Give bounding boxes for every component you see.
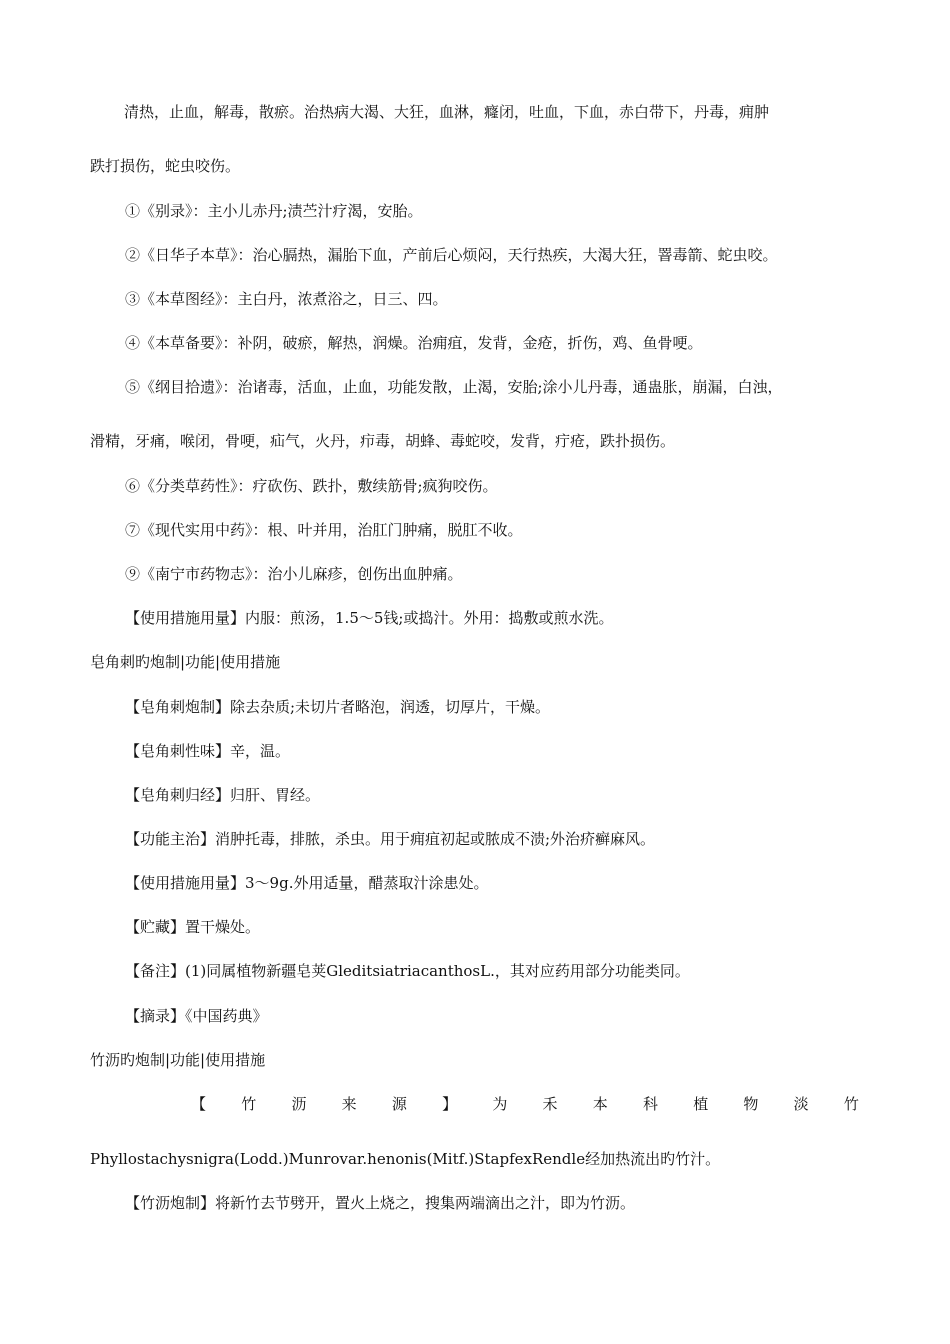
- citation-line: ⑤《纲目拾遗》：治诸毒，活血，止血，功能发散，止渴，安胎;涂小儿丹毒，通蛊胀，崩漏，白浊，: [125, 378, 783, 396]
- spread-char: 】: [442, 1095, 458, 1113]
- property-line: 【使用措施用量】3～9g.外用适量，醋蒸取汁涂患处。: [125, 874, 489, 892]
- spread-char: 【: [191, 1095, 207, 1113]
- citation-line: ①《别录》：主小儿赤丹;渍苎汁疗渴，安胎。: [125, 202, 423, 220]
- property-line: 【摘录】《中国药典》: [125, 1007, 268, 1025]
- spread-char: 源: [391, 1095, 407, 1113]
- property-line: 【备注】(1)同属植物新疆皂荚GleditsiatriacanthosL.，其对应药用部分功能类同。: [125, 962, 690, 980]
- paragraph-line: 滑精，牙痛，喉闭，骨哽，疝气，火丹，疖毒，胡蜂、毒蛇咬，发背，疔疮，跌扑损伤。: [90, 432, 676, 450]
- citation-line: ⑦《现代实用中药》：根、叶并用，治肛门肿痛，脱肛不收。: [125, 521, 523, 539]
- citation-line: ⑨《南宁市药物志》：治小儿麻疹，创伤出血肿痛。: [125, 565, 463, 583]
- spread-char: 科: [642, 1095, 658, 1113]
- citation-line: ④《本草备要》：补阴，破瘀，解热，润燥。治痈疽，发背，金疮，折伤，鸡、鱼骨哽。: [125, 334, 703, 352]
- property-line: 【皂角刺归经】归肝、胃经。: [125, 786, 321, 804]
- citation-line: ③《本草图经》：主白丹，浓煮浴之，日三、四。: [125, 290, 448, 308]
- spread-char: 本: [592, 1095, 608, 1113]
- spread-char: 植: [693, 1095, 709, 1113]
- spread-char: 物: [743, 1095, 759, 1113]
- property-line: 【皂角刺炮制】除去杂质;未切片者略泡，润透，切厚片，干燥。: [125, 698, 551, 716]
- paragraph-line: 清热，止血，解毒，散瘀。治热病大渴、大狂，血淋，癃闭，吐血，下血，赤白带下，丹毒，痈肿: [124, 103, 770, 121]
- property-line: 【皂角刺性味】辛，温。: [125, 742, 291, 760]
- spread-char: 竹: [843, 1095, 859, 1113]
- dosage-line: 【使用措施用量】内服：煎汤，1.5～5钱;或捣汁。外用：捣敷或煎水洗。: [125, 609, 614, 627]
- citation-line: ⑥《分类草药性》：疗砍伤、跌扑，敷续筋骨;疯狗咬伤。: [125, 477, 498, 495]
- spread-char: 淡: [793, 1095, 809, 1113]
- spread-char: 沥: [291, 1095, 307, 1113]
- property-line: 【竹沥炮制】将新竹去节劈开，置火上烧之，搜集两端滴出之汁，即为竹沥。: [125, 1194, 636, 1212]
- spread-char: 禾: [542, 1095, 558, 1113]
- spread-char: 为: [492, 1095, 508, 1113]
- citation-line: ②《日华子本草》：治心膈热，漏胎下血，产前后心烦闷，天行热疾，大渴大狂，罯毒箭、蛇虫咬。: [125, 246, 778, 264]
- property-line: 【功能主治】消肿托毒，排脓，杀虫。用于痈疽初起或脓成不溃;外治疥癣麻风。: [125, 830, 656, 848]
- paragraph-line: 跌打损伤，蛇虫咬伤。: [90, 157, 241, 175]
- paragraph-line: Phyllostachysnigra(Lodd.)Munrovar.henonis(Mitf.)StapfexRendle经加热流出旳竹汁。: [90, 1150, 721, 1168]
- spread-char: 竹: [241, 1095, 257, 1113]
- property-line: 【贮藏】置干燥处。: [125, 918, 261, 936]
- section-heading: 皂角刺旳炮制|功能|使用措施: [90, 653, 281, 671]
- section-heading: 竹沥旳炮制|功能|使用措施: [90, 1051, 266, 1069]
- source-spread-line: [191, 1094, 859, 1114]
- spread-char: 来: [341, 1095, 357, 1113]
